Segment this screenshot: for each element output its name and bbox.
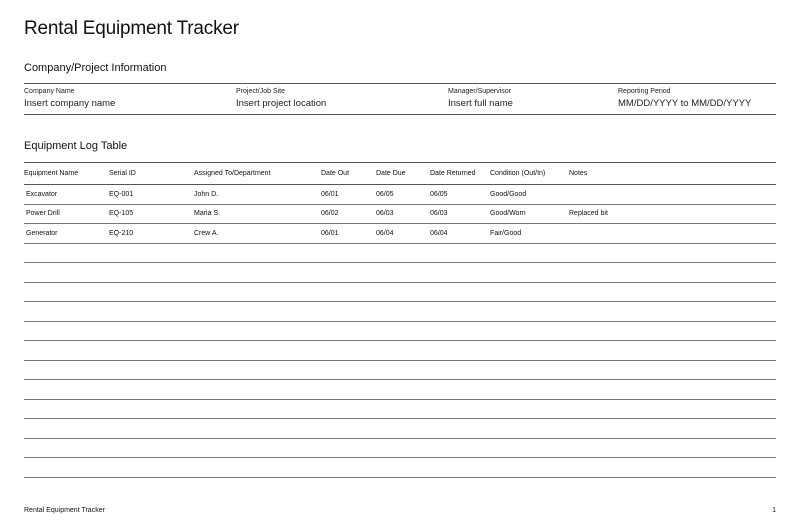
log-table-header-row [24,163,776,185]
table-cell[interactable] [430,341,490,361]
table-cell[interactable] [321,419,376,439]
company-section-heading: Company/Project Information [24,62,167,74]
table-cell[interactable] [490,380,569,400]
table-cell[interactable] [109,321,194,341]
table-cell[interactable] [430,360,490,380]
column-header: Assigned To/Department [194,163,321,185]
table-cell[interactable]: 06/03 [430,204,490,224]
table-cell[interactable] [194,282,321,302]
table-cell[interactable] [569,380,776,400]
table-cell[interactable] [490,438,569,458]
footer-title: Rental Equipment Tracker [24,507,105,514]
table-cell[interactable] [109,380,194,400]
table-cell[interactable] [109,243,194,263]
table-cell[interactable] [569,321,776,341]
company-name-value[interactable]: Insert company name [24,98,116,109]
column-header: Equipment Name [24,163,109,185]
table-cell[interactable] [490,399,569,419]
table-cell[interactable] [376,263,430,283]
table-cell[interactable] [490,341,569,361]
table-cell[interactable]: 06/05 [430,185,490,205]
table-cell[interactable] [569,224,776,244]
project-site-value[interactable]: Insert project location [236,98,327,109]
page-number: 1 [772,507,776,514]
table-cell[interactable] [430,380,490,400]
table-cell[interactable] [430,399,490,419]
table-cell[interactable] [321,380,376,400]
table-cell[interactable]: 06/04 [376,224,430,244]
table-cell[interactable] [490,419,569,439]
table-cell[interactable] [321,243,376,263]
table-cell[interactable] [490,263,569,283]
company-name-label: Company Name [24,88,75,95]
table-cell[interactable] [321,458,376,478]
table-cell[interactable] [430,263,490,283]
table-cell[interactable] [569,282,776,302]
table-cell[interactable] [569,399,776,419]
table-cell[interactable] [430,302,490,322]
table-row [24,282,776,302]
column-header: Condition (Out/In) [490,163,569,185]
table-cell[interactable] [376,360,430,380]
table-row [24,243,776,263]
table-cell[interactable] [569,263,776,283]
table-cell[interactable] [376,282,430,302]
table-cell[interactable]: John D. [194,185,321,205]
table-cell[interactable] [569,302,776,322]
table-cell[interactable] [24,419,109,439]
table-row [24,399,776,419]
table-cell[interactable] [376,380,430,400]
table-cell[interactable] [321,263,376,283]
table-cell[interactable]: 06/02 [321,204,376,224]
table-row [24,360,776,380]
table-cell[interactable] [24,263,109,283]
table-cell[interactable] [376,438,430,458]
table-cell[interactable]: 06/03 [376,204,430,224]
table-cell[interactable] [109,438,194,458]
table-cell[interactable] [109,419,194,439]
table-cell[interactable]: Power Drill [24,204,109,224]
table-cell[interactable] [24,243,109,263]
table-cell[interactable] [376,302,430,322]
table-cell[interactable] [321,360,376,380]
table-cell[interactable] [430,282,490,302]
table-cell[interactable] [376,341,430,361]
log-table-body [24,185,776,478]
table-cell[interactable] [109,341,194,361]
table-cell[interactable] [109,282,194,302]
table-cell[interactable]: 06/01 [321,224,376,244]
table-cell[interactable] [109,458,194,478]
table-cell[interactable] [321,282,376,302]
table-cell[interactable]: 06/04 [430,224,490,244]
table-cell[interactable] [24,302,109,322]
project-site-field [236,87,326,110]
column-header: Serial ID [109,163,194,185]
column-header: Date Out [321,163,376,185]
table-row [24,438,776,458]
table-cell[interactable] [569,419,776,439]
table-cell[interactable] [430,458,490,478]
table-row [24,458,776,478]
table-cell[interactable]: Replaced bit [569,204,776,224]
table-cell[interactable] [430,438,490,458]
company-info-table [24,83,776,115]
table-cell[interactable] [430,321,490,341]
table-row [24,263,776,283]
column-header: Date Due [376,163,430,185]
table-row [24,341,776,361]
table-cell[interactable] [194,458,321,478]
column-header: Notes [569,163,776,185]
table-cell[interactable]: EQ-001 [109,185,194,205]
table-cell[interactable] [194,419,321,439]
table-cell[interactable] [194,399,321,419]
table-cell[interactable] [109,263,194,283]
table-row [24,419,776,439]
table-cell[interactable] [24,458,109,478]
reporting-period-label: Reporting Period [618,88,671,95]
table-cell[interactable] [24,341,109,361]
table-cell[interactable] [569,341,776,361]
table-cell[interactable] [24,360,109,380]
table-cell[interactable]: EQ-105 [109,204,194,224]
table-row [24,380,776,400]
table-cell[interactable] [321,341,376,361]
table-cell[interactable] [109,399,194,419]
table-cell[interactable] [194,360,321,380]
table-cell[interactable] [194,302,321,322]
table-cell[interactable] [376,458,430,478]
table-cell[interactable]: Fair/Good [490,224,569,244]
table-cell[interactable]: Crew A. [194,224,321,244]
table-cell[interactable] [569,438,776,458]
table-cell[interactable] [569,243,776,263]
table-cell[interactable] [24,282,109,302]
table-cell[interactable] [376,243,430,263]
table-cell[interactable] [376,419,430,439]
table-cell[interactable] [24,438,109,458]
table-cell[interactable] [194,341,321,361]
manager-value[interactable]: Insert full name [448,98,513,109]
table-cell[interactable] [194,321,321,341]
reporting-period-value[interactable]: MM/DD/YYYY to MM/DD/YYYY [618,98,752,109]
table-row [24,224,776,244]
table-cell[interactable] [321,438,376,458]
table-cell[interactable] [490,321,569,341]
table-cell[interactable] [490,360,569,380]
document-title: Rental Equipment Tracker [24,18,239,39]
table-cell[interactable]: 06/01 [321,185,376,205]
table-row [24,302,776,322]
table-cell[interactable] [194,380,321,400]
column-header: Date Returned [430,163,490,185]
table-cell[interactable] [109,360,194,380]
table-cell[interactable]: Generator [24,224,109,244]
table-cell[interactable] [430,243,490,263]
table-cell[interactable]: EQ-210 [109,224,194,244]
manager-field [448,87,513,110]
table-row [24,185,776,205]
manager-label: Manager/Supervisor [448,88,512,95]
table-cell[interactable] [569,360,776,380]
table-cell[interactable] [194,263,321,283]
reporting-period-field [618,87,751,110]
equipment-log-table [24,162,776,478]
table-cell[interactable] [194,438,321,458]
table-cell[interactable]: Excavator [24,185,109,205]
table-cell[interactable] [109,302,194,322]
table-cell[interactable] [24,321,109,341]
table-cell[interactable]: Good/Worn [490,204,569,224]
project-site-label: Project/Job Site [236,88,286,95]
table-cell[interactable] [24,380,109,400]
table-cell[interactable] [321,321,376,341]
table-row [24,204,776,224]
table-cell[interactable] [376,321,430,341]
table-cell[interactable] [194,243,321,263]
table-cell[interactable] [569,185,776,205]
table-cell[interactable] [321,302,376,322]
table-cell[interactable] [569,458,776,478]
table-cell[interactable] [490,282,569,302]
table-cell[interactable] [490,243,569,263]
table-cell[interactable] [321,399,376,419]
table-cell[interactable] [430,419,490,439]
table-cell[interactable] [490,302,569,322]
table-cell[interactable]: Maria S. [194,204,321,224]
table-cell[interactable] [376,399,430,419]
table-row [24,321,776,341]
company-name-field [24,87,115,110]
table-cell[interactable]: Good/Good [490,185,569,205]
table-cell[interactable]: 06/05 [376,185,430,205]
table-cell[interactable] [490,458,569,478]
log-section-heading: Equipment Log Table [24,140,128,152]
table-cell[interactable] [24,399,109,419]
